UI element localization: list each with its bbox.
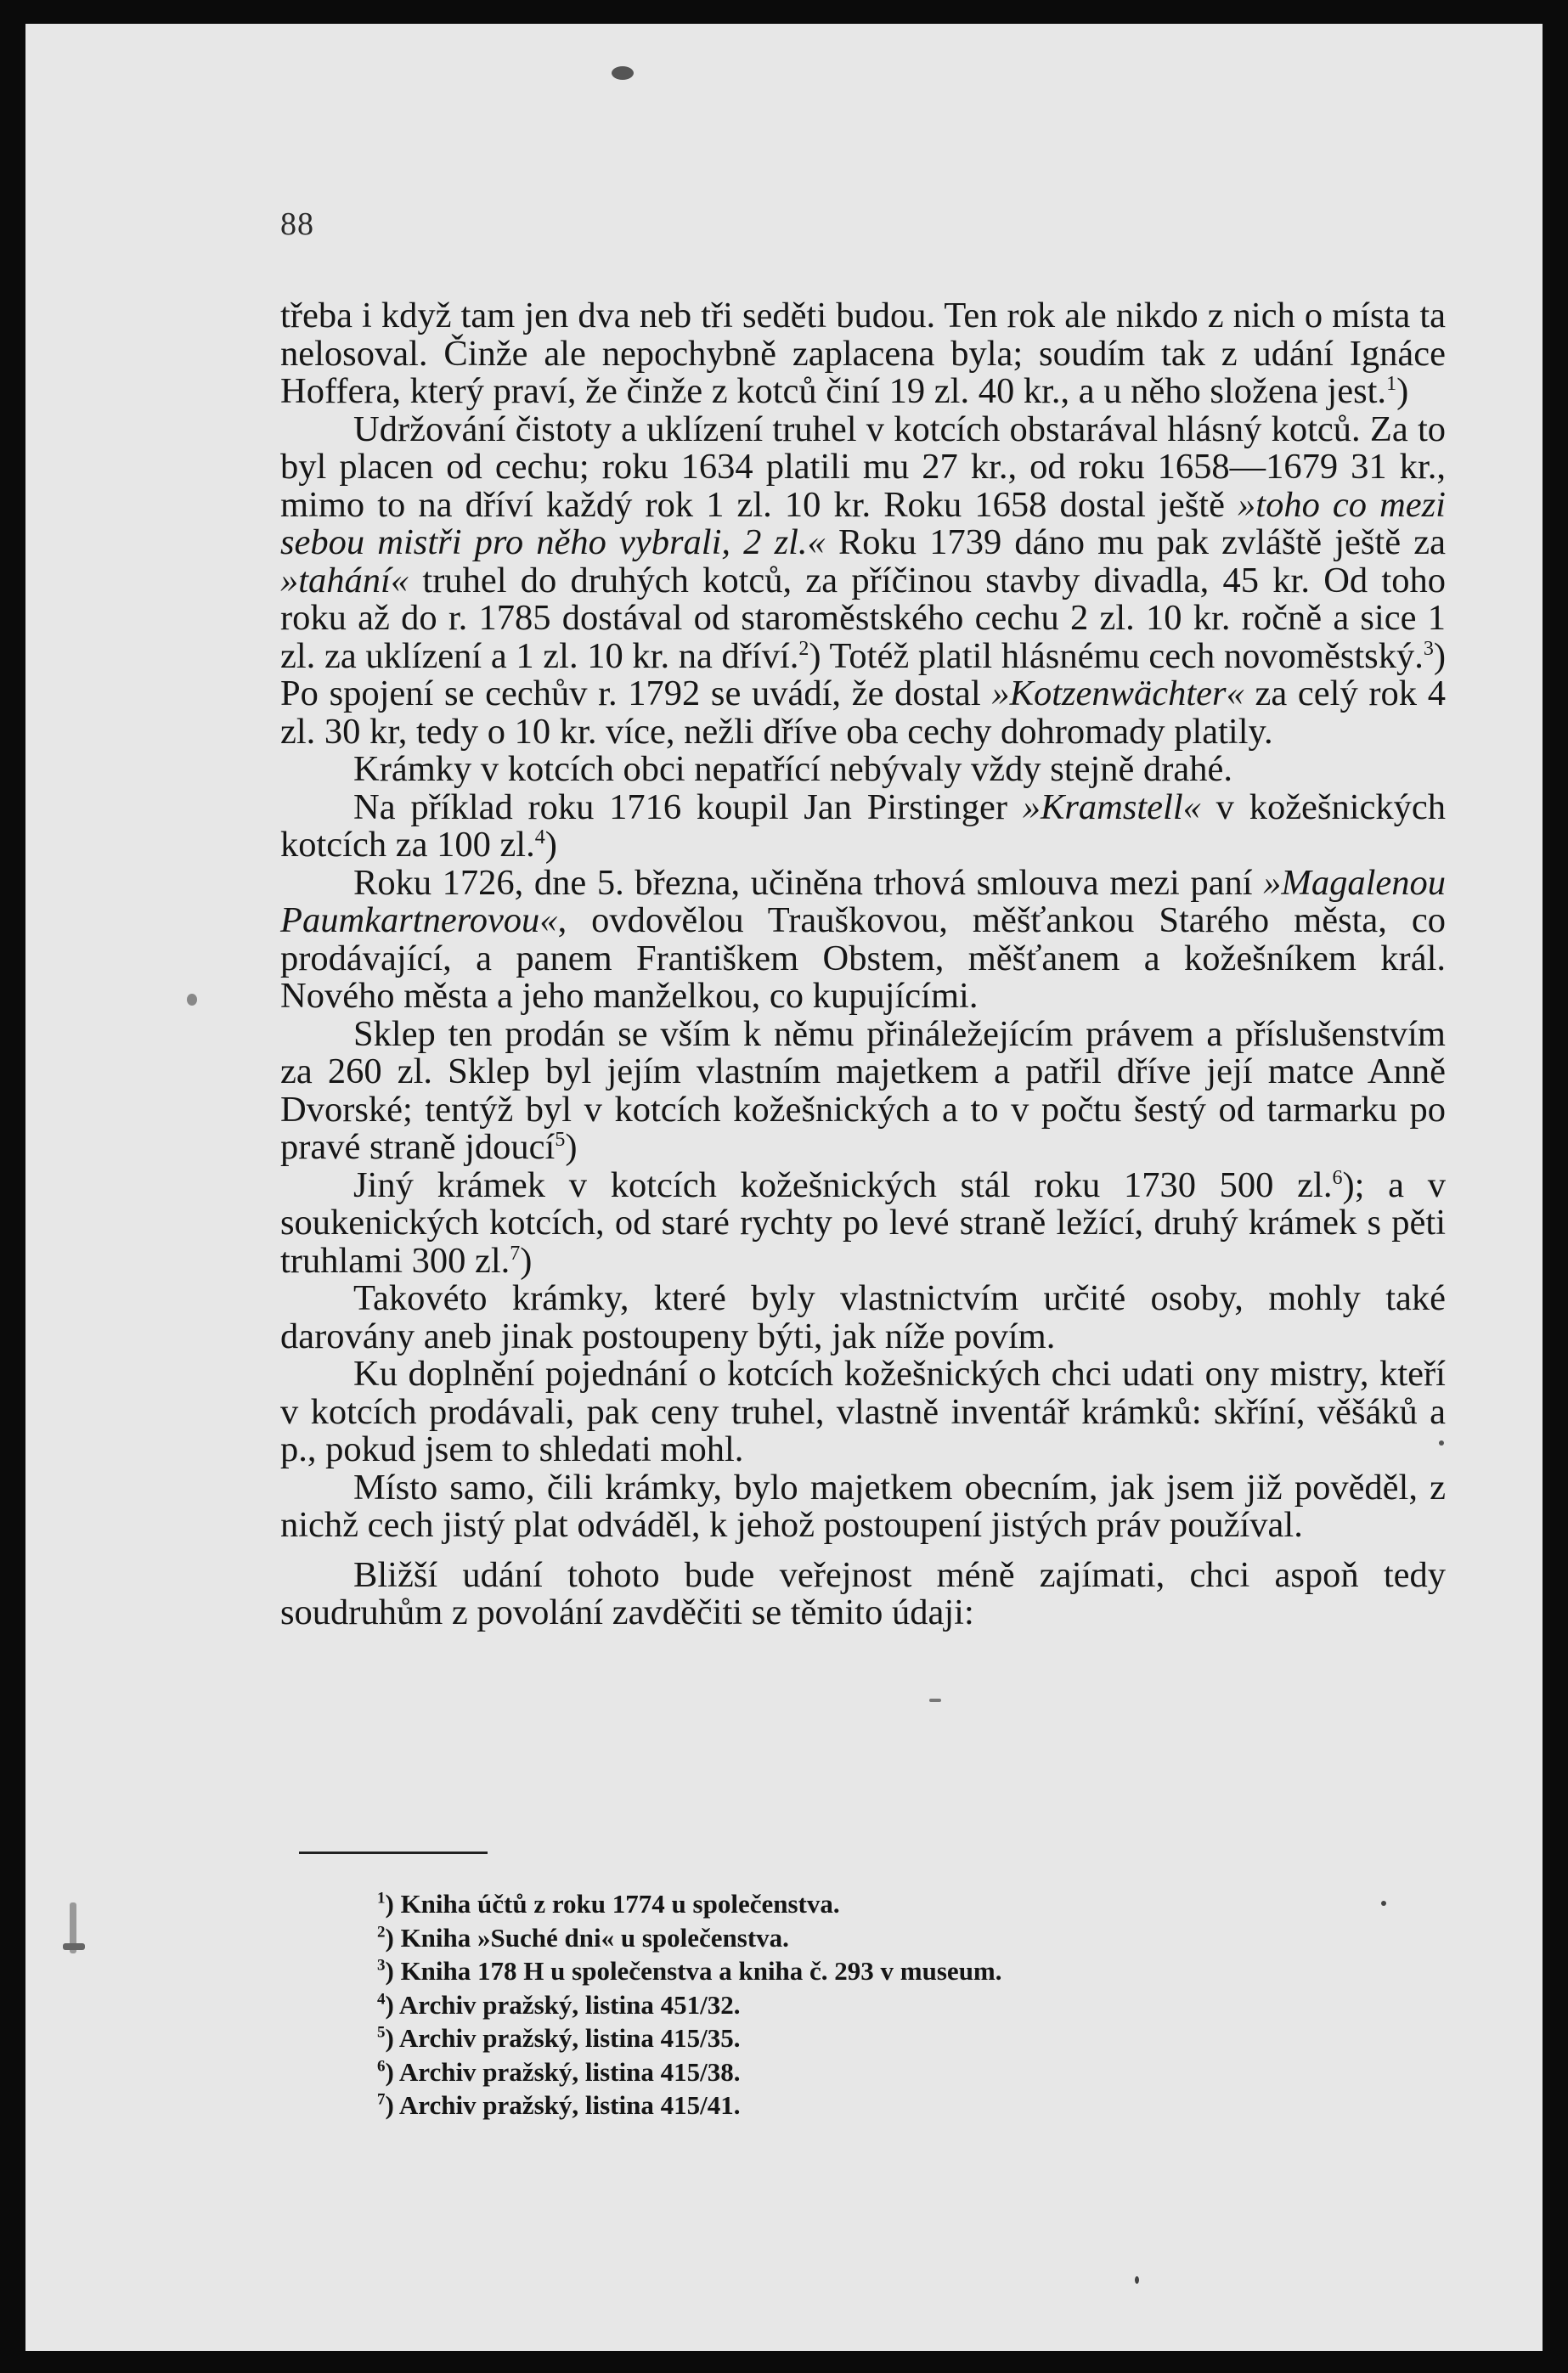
footnote — [377, 2055, 1002, 2089]
footnote-number: 5 — [377, 2023, 386, 2042]
text-run: Roku 1726, dne 5. března, učiněna trhová smlouva mezi paní — [353, 862, 1264, 903]
text-run: ) — [1396, 371, 1409, 411]
italic-text: »Kotzenwächter« — [991, 674, 1244, 713]
text-run: Roku 1739 dáno mu pak zvláště ještě za — [825, 522, 1446, 562]
text-run: ) — [520, 1240, 533, 1281]
text-run: Krámky v kotcích obci nepatřící nebývaly vždy stejně drahé. — [353, 749, 1232, 789]
text-run: Ku doplnění pojednání o kotcích kožešnických chci udati ony mistry, kteří v kotcích prodávali, pak ceny truhel, vlastně inventář krámků: skříní, věšáků a p., pokud jsem to shledati mohl. — [280, 1354, 1446, 1469]
text-run: Bližší udání tohoto bude veřejnost méně zajímati, chci aspoň tedy soudruhům z povolání zavděčiti se těmito údaji: — [280, 1554, 1446, 1632]
scan-speck — [63, 1943, 85, 1950]
paragraph — [280, 1554, 1446, 1632]
footnote-text: ) Archiv pražský, listina 415/38. — [385, 2056, 741, 2087]
footnote-number: 6 — [377, 2057, 386, 2076]
footnote — [377, 1954, 1002, 1988]
text-run: Udržování čistoty a uklízení truhel v kotcích obstarával hlásný kotců. Za to byl placen od cechu; roku 1634 platili mu 27 kr., od roku 1658—1679 31 kr., mimo to na dříví každý rok 1 zl. 10 kr. Roku 1658 dostal ještě — [280, 409, 1446, 525]
footnote — [377, 1921, 1002, 1955]
text-run: ) Totéž platil hlásnému cech novoměstský. — [809, 635, 1424, 676]
footnote-ref: 2 — [798, 637, 809, 660]
text-run: Jiný krámek v kotcích kožešnických stál roku 1730 500 zl. — [353, 1164, 1333, 1205]
footnote-text: ) Kniha účtů z roku 1774 u společenstva. — [385, 1889, 840, 1919]
italic-text: »tahání« — [280, 560, 409, 600]
page-number: 88 — [280, 206, 314, 242]
footnote-number: 2 — [377, 1923, 386, 1942]
footnote-text: ) Kniha »Suché dni« u společenstva. — [385, 1922, 789, 1953]
paragraph — [280, 1280, 1446, 1356]
text-run: ) — [565, 1127, 578, 1167]
text-run: třeba i když tam jen dva neb tři seděti budou. Ten rok ale nikdo z nich o místa ta nelosoval. Činže ale nepochybně zaplacena byla; soudím tak z udání Ignáce Hoffera, který praví, že činže z kotců činí 19 zl. 40 kr., a u něho složena jest. — [280, 296, 1446, 411]
text-run: Takovéto krámky, které byly vlastnictvím určité osoby, mohly také darovány aneb jinak postoupeny býti, jak níže povím. — [280, 1278, 1446, 1356]
footnote-ref: 4 — [534, 826, 545, 848]
paragraph — [280, 1013, 1446, 1167]
scan-speck — [612, 66, 634, 80]
text-run: ); a v soukenických kotcích, od staré rychty po levé straně ležící, druhý krámek s pěti truhlami 300 zl. — [280, 1164, 1447, 1281]
text-run: ) — [544, 825, 557, 865]
text-run: v kožešnických kotcích za 100 zl. — [280, 786, 1446, 865]
scan-speck — [1439, 1440, 1444, 1446]
footnote-ref: 5 — [555, 1128, 566, 1151]
footnote-ref: 6 — [1332, 1166, 1343, 1189]
text-run: za celý rok 4 zl. 30 kr, tedy o 10 kr. více, nežli dříve oba cechy dohromady platily. — [280, 674, 1446, 752]
footnote-text: ) Archiv pražský, listina 415/35. — [385, 2023, 741, 2053]
scan-speck — [187, 994, 197, 1006]
footnote — [377, 1988, 1002, 2022]
paragraph — [280, 862, 1446, 1016]
paragraph — [280, 786, 1446, 865]
footnote-ref: 1 — [1386, 372, 1397, 395]
footnote-number: 3 — [377, 1956, 386, 1975]
italic-text: »Magalenou Paumkartnerovou« — [280, 862, 1446, 940]
paragraph — [280, 1164, 1447, 1281]
footnote-ref: 3 — [1423, 637, 1434, 660]
italic-text: »Kramstell« — [1022, 786, 1201, 827]
footnote — [377, 2088, 1002, 2122]
paragraph — [280, 297, 1446, 411]
footnote-text: ) Kniha 178 H u společenstva a kniha č. 293 v museum. — [385, 1956, 1002, 1986]
paragraph — [280, 751, 1446, 789]
footnote-text: ) Archiv pražský, listina 451/32. — [385, 1989, 741, 2020]
text-run: Místo samo, čili krámky, bylo majetkem obecním, jak jsem již pověděl, z nichž cech jistý plat odváděl, k jehož postoupení jistých práv používal. — [280, 1467, 1446, 1545]
footnote — [377, 1887, 1002, 1921]
text-run: , ovdovělou Trauškovou, měšťankou Starého města, co prodávající, a panem Františkem Obstem, měšťanem a kožešníkem král. Nového města a jeho manželkou, co kupujícími. — [280, 900, 1446, 1016]
italic-text: »toho co mezi sebou mistři pro něho vybrali, 2 zl.« — [280, 484, 1446, 562]
text-run: Na příklad roku 1716 koupil Jan Pirstinger — [353, 786, 1023, 827]
scan-speck — [1381, 1901, 1386, 1906]
footnotes — [377, 1887, 1002, 2122]
scanned-page — [25, 24, 1543, 2351]
footnote-number: 4 — [377, 1990, 386, 2009]
footnote-ref: 7 — [510, 1242, 521, 1265]
footnote-number: 7 — [377, 2090, 386, 2109]
footnote-text: ) Archiv pražský, listina 415/41. — [385, 2090, 741, 2120]
text-run: truhel do druhých kotců, za příčinou stavby divadla, 45 kr. Od toho roku až do r. 1785 dostával od staroměstského cechu 2 zl. 10 kr. ročně a sice 1 zl. za uklízení a 1 zl. 10 kr. na dříví. — [280, 560, 1446, 676]
paragraph — [280, 411, 1446, 752]
text-run: Sklep ten prodán se vším k němu přináležejícím právem a příslušenstvím za 260 zl. Sklep byl jejím vlastním majetkem a patřil dříve její matce Anně Dvorské; tentýž byl v kotcích kožešnických a to v počtu šestý od tarmarku po pravé straně jdoucí — [280, 1013, 1446, 1167]
scan-speck — [929, 1699, 941, 1702]
paragraph — [280, 1469, 1446, 1545]
body-text — [280, 297, 1446, 1632]
scan-speck — [1135, 2276, 1139, 2284]
footnote — [377, 2021, 1002, 2055]
paragraph — [280, 1356, 1446, 1469]
text-run: ) Po spojení se cechův r. 1792 se uvádí, že dostal — [280, 635, 1446, 713]
footnote-divider — [299, 1852, 488, 1854]
footnote-number: 1 — [377, 1889, 386, 1908]
